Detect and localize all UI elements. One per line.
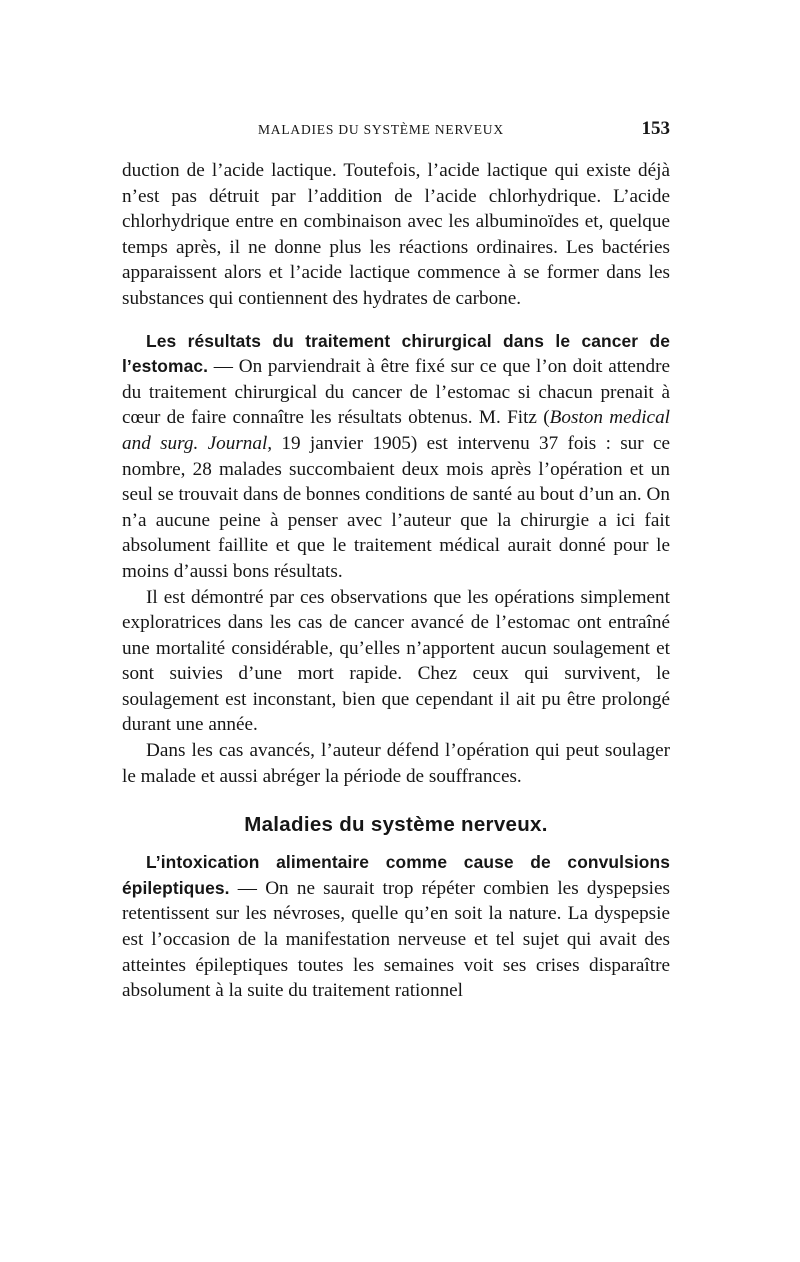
page-number: 153 (641, 118, 670, 139)
journal-citation: Boston medical and surg. Journal, (122, 407, 670, 454)
section-heading: Maladies du système nerveux. (244, 813, 548, 837)
running-head (122, 118, 670, 144)
runin-heading-intoxication: L’intoxication alimentaire comme cause de convulsions épileptiques. (122, 852, 670, 898)
running-title: MALADIES DU SYSTÈME NERVEUX (258, 122, 504, 137)
paragraph-text: — On ne saurait trop répéter combien les dyspepsies retentissent sur les névroses, quelle qu’en soit la nature. La dyspepsie est l’occasion de la manifestation nerveuse et tel sujet qui avait des atteintes épileptiques toutes les semaines voit ses crises disparaître absolument à la suite du traitement rationnel (122, 877, 670, 1002)
paragraph-text: — On parviendrait à être fixé sur ce que l’on doit attendre du traitement chirurgical du cancer de l’estomac si chacun prenait à cœur de faire connaître les résultats obtenus. M. Fitz ( (122, 356, 670, 429)
paragraph-continuation: duction de l’acide lactique. Toutefois, l’acide lactique qui existe déjà n’est pas détruit par l’addition de l’acide chlorhydrique. L’acide chlorhydrique entre en combinaison avec les albuminoïdes et, quelque temps après, il ne donne plus les réactions ordinaires. Les bactéries apparaissent alors et l’acide lactique commence à se former dans les substances qui contiennent des hydrates de carbone. (122, 160, 670, 309)
book-page (122, 118, 670, 1004)
paragraph-exploratory-operations: Il est démontré par ces observations que les opérations simplement exploratrices dans les cas de cancer avancé de l’estomac ont entraîné une mortalité considérable, qu’elles n’apportent aucun soulagement et sont suivies d’une mort rapide. Chez ceux qui survivent, le soulagement est inconstant, bien que cependant il ait pu être prolongé durant une année. (122, 586, 670, 736)
paragraph-intoxication (122, 850, 670, 1004)
paragraph-cancer-results (122, 329, 670, 585)
paragraph-advanced-cases: Dans les cas avancés, l’auteur défend l’opération qui peut soulager le malade et aussi abréger la période de souffrances. (122, 740, 670, 787)
runin-heading-cancer: Les résultats du traitement chirurgical dans le cancer de l’estomac. (122, 330, 670, 377)
paragraph-text: 19 janvier 1905) est intervenu 37 fois : sur ce nombre, 28 malades succombaient deux mois après l’opération et un seul se trouvait dans de bonnes conditions de santé au bout d’un an. On n’a aucune peine à penser avec l’auteur que la chirurgie a ici fait absolument faillite et que le traitement médical aurait donné pour le moins d’aussi bons résultats. (122, 432, 671, 582)
